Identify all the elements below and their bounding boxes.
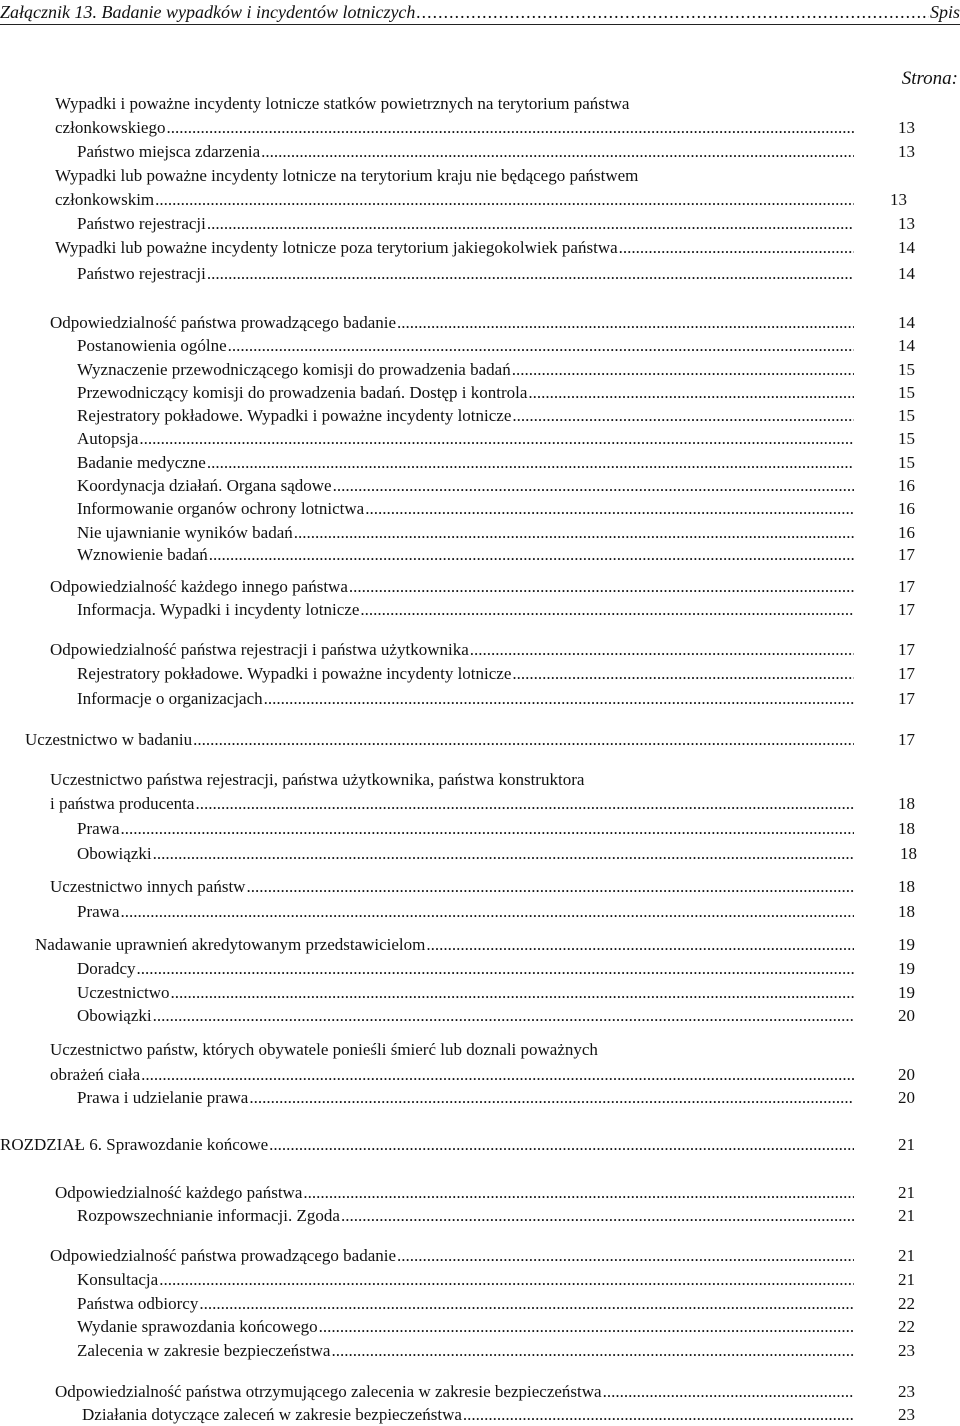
toc-leader-dots: [192, 729, 854, 751]
toc-page-number: 19: [898, 959, 915, 978]
toc-entry[interactable]: [0, 475, 960, 497]
toc-leader-dots: [340, 1205, 854, 1227]
toc-leader-dots: [318, 1316, 854, 1338]
toc-entry-text: [77, 475, 854, 497]
toc-page-number: 23: [898, 1382, 915, 1401]
toc-entry[interactable]: [0, 452, 960, 474]
toc-page-number: 15: [898, 406, 915, 425]
toc-leader-dots: [268, 1134, 854, 1156]
toc-entry-label: Wypadki lub poważne incydenty lotnicze poza terytorium jakiegokolwiek państwa: [55, 238, 618, 257]
toc-entry-text: [50, 1245, 854, 1267]
toc-entry[interactable]: [0, 1005, 960, 1027]
toc-entry-label: Wypadki i poważne incydenty lotnicze statków powietrznych na terytorium państwa: [55, 94, 630, 113]
toc-leader-dots: [330, 1340, 854, 1362]
toc-entry-label: i państwa producenta: [50, 794, 195, 813]
toc-leader-dots: [511, 663, 854, 685]
toc-entry-text: [77, 818, 854, 840]
toc-entry-text: [77, 1005, 854, 1027]
toc-entry[interactable]: [0, 263, 960, 285]
toc-entry[interactable]: [0, 165, 960, 187]
header-title: Załącznik 13. Badanie wypadków i incydentów lotniczych: [0, 2, 416, 22]
toc-entry[interactable]: [0, 1205, 960, 1227]
toc-entry-text: [50, 876, 854, 898]
toc-page-number: 18: [898, 902, 915, 921]
toc-entry-label: Państwo rejestracji: [77, 214, 206, 233]
toc-page-number: 13: [898, 142, 915, 161]
toc-entry-text: [77, 213, 854, 235]
toc-leader-dots: [227, 335, 854, 357]
toc-entry[interactable]: [0, 1293, 960, 1315]
toc-entry-label: Rejestratory pokładowe. Wypadki i poważne incydenty lotnicze: [77, 664, 512, 683]
toc-leader-dots: [332, 475, 854, 497]
toc-entry-text: [77, 405, 854, 427]
toc-entry-text: [25, 729, 854, 751]
toc-entry[interactable]: [0, 522, 960, 544]
toc-leader-dots: [152, 1005, 854, 1027]
toc-leader-dots: [158, 1269, 854, 1291]
toc-entry-label: Uczestnictwo państwa rejestracji, państwa użytkownika, państwa konstruktora: [50, 770, 585, 789]
toc-entry-text: [77, 901, 854, 923]
toc-entry-label: Prawa: [77, 902, 120, 921]
toc-entry[interactable]: [0, 1182, 960, 1204]
toc-entry[interactable]: [0, 1381, 960, 1403]
toc-entry[interactable]: [0, 688, 960, 710]
toc-entry[interactable]: [0, 934, 960, 956]
toc-entry-text: [77, 452, 854, 474]
toc-entry-label: Uczestnictwo państw, których obywatele ponieśli śmierć lub doznali poważnych: [50, 1040, 598, 1059]
toc-leader-dots: [165, 117, 854, 139]
toc-entry[interactable]: [0, 599, 960, 621]
toc-leader-dots: [527, 382, 854, 404]
toc-entry-label: Wznowienie badań: [77, 545, 208, 564]
toc-leader-dots: [396, 312, 854, 334]
toc-page-number: 20: [898, 1088, 915, 1107]
toc-page-number: 20: [898, 1065, 915, 1084]
toc-page-number: 17: [898, 600, 915, 619]
toc-page-number: 19: [898, 983, 915, 1002]
toc-page-number: 21: [898, 1206, 915, 1225]
toc-entry[interactable]: [0, 663, 960, 685]
toc-leader-dots: [248, 1087, 854, 1109]
toc-entry-label: Wydanie sprawozdania końcowego: [77, 1317, 318, 1336]
toc-leader-dots: [194, 793, 854, 815]
toc-page-number: 15: [898, 383, 915, 402]
toc-entry[interactable]: [0, 93, 960, 115]
toc-page-number: 18: [898, 819, 915, 838]
toc-entry[interactable]: [0, 1087, 960, 1109]
toc-leader-dots: [152, 843, 854, 865]
toc-entry[interactable]: [0, 576, 960, 598]
toc-entry[interactable]: [0, 335, 960, 357]
toc-entry-label: Odpowiedzialność państwa prowadzącego badanie: [50, 1246, 397, 1265]
toc-entry-label: Odpowiedzialność każdego państwa: [55, 1183, 303, 1202]
toc-entry[interactable]: [0, 1039, 960, 1061]
toc-entry[interactable]: [0, 1134, 960, 1156]
toc-entry[interactable]: [0, 141, 960, 163]
toc-entry-text: [77, 958, 854, 980]
toc-entry-text: [77, 544, 854, 566]
toc-page-number: 17: [898, 577, 915, 596]
toc-entry[interactable]: [0, 544, 960, 566]
toc-leader-dots: [206, 213, 854, 235]
toc-page-number: 18: [900, 844, 917, 863]
toc-leader-dots: [348, 576, 854, 598]
toc-leader-dots: [511, 405, 854, 427]
toc-entry-label: Postanowienia ogólne: [77, 336, 227, 355]
running-header: [0, 2, 960, 25]
toc-entry-text: [77, 1316, 854, 1338]
toc-leader-dots: [208, 544, 854, 566]
toc-leader-dots: [469, 639, 854, 661]
toc-entry-label: Prawa i udzielanie prawa: [77, 1088, 249, 1107]
toc-leader-dots: [140, 1064, 854, 1086]
toc-leader-dots: [302, 1182, 854, 1204]
toc-page-number: 23: [898, 1341, 915, 1360]
toc-leader-dots: [511, 359, 854, 381]
toc-entry[interactable]: [0, 359, 960, 381]
toc-leader-dots: [618, 237, 854, 259]
toc-entry[interactable]: [0, 189, 960, 211]
toc-entry-label: Konsultacja: [77, 1270, 159, 1289]
page-column-label: Strona:: [901, 68, 958, 89]
toc-entry-text: [82, 1404, 854, 1426]
toc-entry-text: [77, 522, 854, 544]
toc-entry[interactable]: [0, 1316, 960, 1338]
toc-entry[interactable]: [0, 1269, 960, 1291]
toc-page-number: 21: [898, 1246, 915, 1265]
toc-entry-label: Uczestnictwo: [77, 983, 170, 1002]
toc-entry-label: Informacja. Wypadki i incydenty lotnicze: [77, 600, 360, 619]
toc-entry[interactable]: [0, 1064, 960, 1086]
toc-entry-label: Przewodniczący komisji do prowadzenia badań. Dostęp i kontrola: [77, 383, 528, 402]
toc-entry-label: Doradcy: [77, 959, 136, 978]
toc-entry-text: [77, 141, 854, 163]
toc-page-number: 22: [898, 1294, 915, 1313]
toc-entry-text: [50, 793, 854, 815]
toc-entry-text: [77, 428, 854, 450]
toc-entry[interactable]: [0, 769, 960, 791]
toc-entry-text: [50, 312, 854, 334]
toc-page-number: 17: [898, 640, 915, 659]
toc-page-number: 13: [898, 118, 915, 137]
toc-entry-text: [55, 1381, 854, 1403]
toc-entry-text: [77, 1087, 854, 1109]
toc-page-number: 16: [898, 499, 915, 518]
toc-page-number: 17: [898, 664, 915, 683]
toc-entry-label: obrażeń ciała: [50, 1065, 141, 1084]
toc-entry[interactable]: [0, 1245, 960, 1267]
toc-page-number: 13: [890, 190, 907, 209]
toc-page-number: 15: [898, 360, 915, 379]
toc-leader-dots: [206, 452, 854, 474]
toc-entry-label: Informacje o organizacjach: [77, 689, 263, 708]
toc-entry-label: Prawa: [77, 819, 120, 838]
toc-entry-label: Obowiązki: [77, 1006, 152, 1025]
toc-entry-label: Uczestnictwo innych państw: [50, 877, 246, 896]
toc-entry-text: [50, 576, 854, 598]
toc-entry[interactable]: [0, 876, 960, 898]
toc-leader-dots: [359, 599, 854, 621]
toc-entry[interactable]: [0, 312, 960, 334]
toc-entry[interactable]: [0, 237, 960, 259]
toc-entry-label: Autopsja: [77, 429, 139, 448]
toc-leader-dots: [425, 934, 854, 956]
toc-leader-dots: [136, 958, 854, 980]
toc-leader-dots: [260, 141, 854, 163]
toc-entry[interactable]: [0, 729, 960, 751]
toc-leader-dots: [119, 818, 854, 840]
toc-leader-dots: [364, 498, 854, 520]
toc-entry-text: [77, 1205, 854, 1227]
toc-entry-label: ROZDZIAŁ 6. Sprawozdanie końcowe: [0, 1135, 269, 1154]
toc-entry-text: [77, 1293, 854, 1315]
toc-leader-dots: [293, 522, 854, 544]
toc-page-number: 21: [898, 1135, 915, 1154]
toc-page-number: 21: [898, 1270, 915, 1289]
toc-entry[interactable]: [0, 793, 960, 815]
toc-entry-text: [55, 189, 854, 211]
toc-entry[interactable]: [0, 117, 960, 139]
toc-entry-text: [77, 1340, 854, 1362]
toc-entry-label: Rozpowszechnianie informacji. Zgoda: [77, 1206, 340, 1225]
toc-page-number: 16: [898, 476, 915, 495]
toc-entry-label: Wyznaczenie przewodniczącego komisji do prowadzenia badań: [77, 360, 511, 379]
toc-entry[interactable]: [0, 1340, 960, 1362]
toc-entry[interactable]: [0, 818, 960, 840]
toc-page-number: 17: [898, 689, 915, 708]
toc-entry-text: [77, 843, 854, 865]
toc-entry-text: [77, 263, 854, 285]
toc-entry[interactable]: [0, 958, 960, 980]
toc-page-number: 18: [898, 794, 915, 813]
toc-leader-dots: [396, 1245, 854, 1267]
toc-entry-label: Państwa odbiorcy: [77, 1294, 199, 1313]
toc-leader-dots: [138, 428, 854, 450]
toc-entry[interactable]: [0, 982, 960, 1004]
toc-entry-label: Odpowiedzialność państwa prowadzącego badanie: [50, 313, 397, 332]
toc-page-number: 19: [898, 935, 915, 954]
toc-entry-text: [0, 1134, 854, 1156]
toc-page-number: 14: [898, 238, 915, 257]
toc-entry-label: Nadawanie uprawnień akredytowanym przedstawicielom: [35, 935, 426, 954]
header-section-label: Spis: [929, 2, 960, 22]
toc-entry-label: członkowskiego: [55, 118, 166, 137]
toc-entry-text: [55, 1182, 854, 1204]
toc-entry-text: [77, 335, 854, 357]
toc-page-number: 14: [898, 336, 915, 355]
toc-entry-label: Działania dotyczące zaleceń w zakresie bezpieczeństwa: [82, 1405, 462, 1424]
toc-entry-label: Informowanie organów ochrony lotnictwa: [77, 499, 365, 518]
toc-entry[interactable]: [0, 405, 960, 427]
toc-entry-text: [50, 1064, 854, 1086]
toc-leader-dots: [602, 1381, 854, 1403]
toc-entry-text: [77, 1269, 854, 1291]
toc-entry[interactable]: [0, 639, 960, 661]
toc-entry-label: Odpowiedzialność państwa otrzymującego zalecenia w zakresie bezpieczeństwa: [55, 1382, 602, 1401]
toc-entry-text: [77, 688, 854, 710]
toc-entry-label: Koordynacja działań. Organa sądowe: [77, 476, 332, 495]
toc-entry-label: Uczestnictwo w badaniu: [25, 730, 193, 749]
toc-entry[interactable]: [0, 498, 960, 520]
toc-page-number: 18: [898, 877, 915, 896]
toc-entry-text: [77, 359, 854, 381]
toc-leader-dots: [170, 982, 854, 1004]
toc-entry-label: Rejestratory pokładowe. Wypadki i poważne incydenty lotnicze: [77, 406, 512, 425]
toc-page-number: 23: [898, 1405, 915, 1424]
toc-page-number: 17: [898, 730, 915, 749]
toc-entry-label: Odpowiedzialność państwa rejestracji i państwa użytkownika: [50, 640, 469, 659]
toc-entry-label: Wypadki lub poważne incydenty lotnicze na terytorium kraju nie będącego państwem: [55, 166, 639, 185]
toc-page-number: 17: [898, 545, 915, 564]
toc-page-number: 21: [898, 1183, 915, 1202]
toc-entry[interactable]: [0, 382, 960, 404]
toc-entry-text: [77, 599, 854, 621]
toc-leader-dots: [198, 1293, 854, 1315]
toc-page-number: 13: [898, 214, 915, 233]
toc-page-number: 15: [898, 453, 915, 472]
toc-entry-text: [55, 117, 854, 139]
toc-entry[interactable]: [0, 843, 960, 865]
toc-entry-label: Nie ujawnianie wyników badań: [77, 523, 293, 542]
toc-page-number: 20: [898, 1006, 915, 1025]
toc-entry-text: [77, 498, 854, 520]
toc-page-number: 14: [898, 264, 915, 283]
toc-entry-label: Badanie medyczne: [77, 453, 206, 472]
toc-entry-text: [77, 382, 854, 404]
header-leader-dots: [416, 2, 929, 24]
toc-page-number: 14: [898, 313, 915, 332]
toc-entry[interactable]: [0, 213, 960, 235]
toc-leader-dots: [462, 1404, 854, 1426]
toc-leader-dots: [119, 901, 854, 923]
toc-entry-label: członkowskim: [55, 190, 155, 209]
toc-entry-label: Odpowiedzialność każdego innego państwa: [50, 577, 348, 596]
toc-leader-dots: [245, 876, 854, 898]
toc-entry-text: [77, 982, 854, 1004]
toc-page-number: 22: [898, 1317, 915, 1336]
toc-entry-label: Państwo rejestracji: [77, 264, 206, 283]
toc-entry-text: [77, 663, 854, 685]
toc-entry-label: Zalecenia w zakresie bezpieczeństwa: [77, 1341, 331, 1360]
toc-entry[interactable]: [0, 1404, 960, 1426]
toc-entry-text: [55, 237, 854, 259]
toc-entry-label: Państwo miejsca zdarzenia: [77, 142, 261, 161]
toc-page-number: 16: [898, 523, 915, 542]
toc-entry-text: [35, 934, 854, 956]
toc-entry-label: Obowiązki: [77, 844, 152, 863]
toc-entry-text: [50, 639, 854, 661]
toc-leader-dots: [263, 688, 854, 710]
toc-entry[interactable]: [0, 428, 960, 450]
toc-leader-dots: [154, 189, 854, 211]
toc-entry[interactable]: [0, 901, 960, 923]
toc-page-number: 15: [898, 429, 915, 448]
toc-leader-dots: [206, 263, 854, 285]
